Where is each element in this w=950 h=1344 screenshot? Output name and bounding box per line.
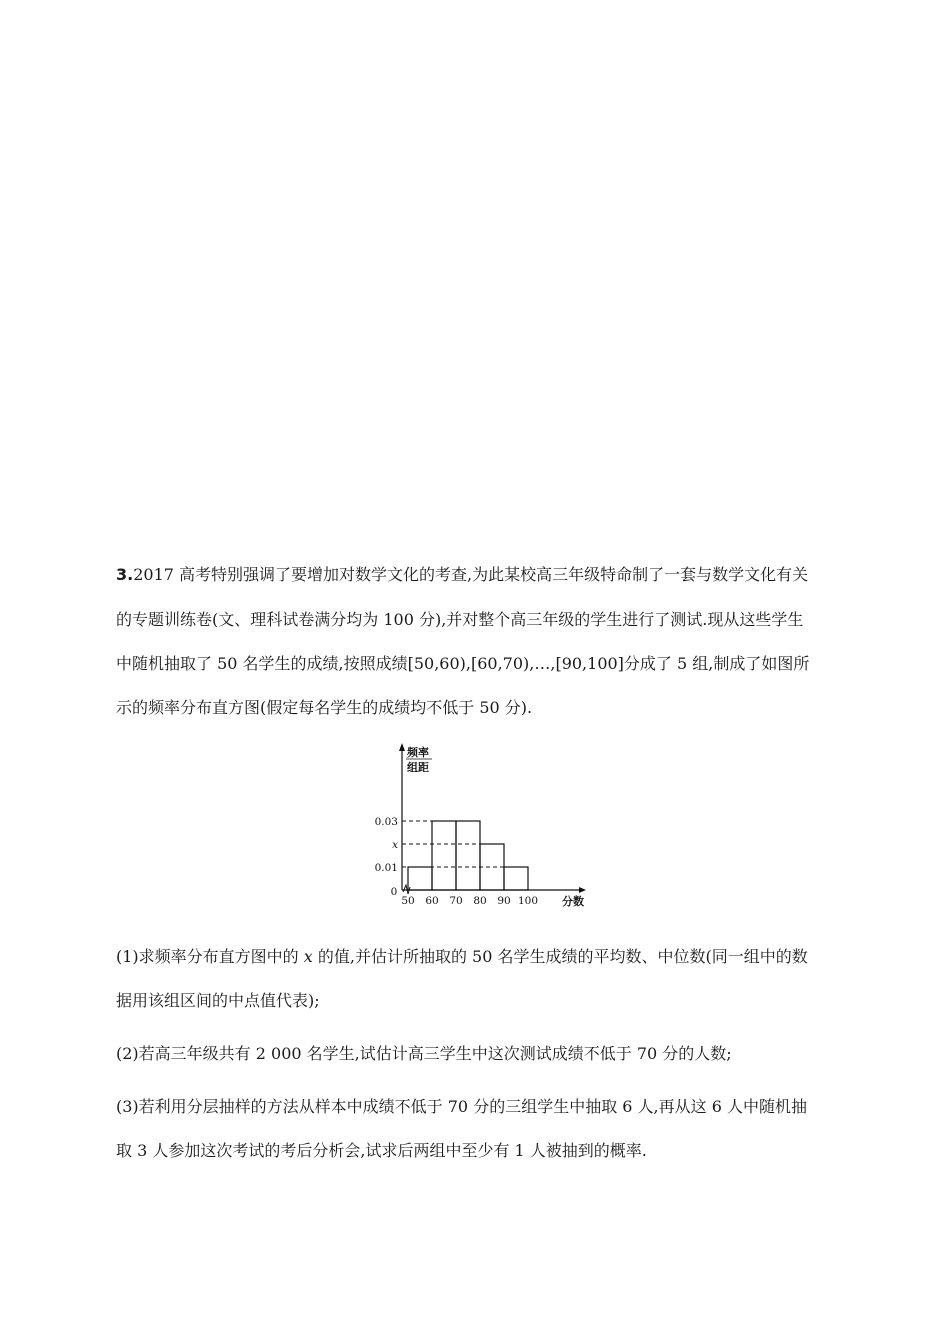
x-axis-label: 分数 bbox=[562, 895, 584, 908]
question-3-line-1: (3)若利用分层抽样的方法从样本中成绩不低于 70 分的三组学生中抽取 6 人,再从这 6 人中随机抽 bbox=[116, 1097, 807, 1116]
x-tick-label-1: 50 bbox=[401, 895, 415, 907]
x-tick-label-6: 100 bbox=[517, 895, 539, 907]
x-tick-label-2: 60 bbox=[425, 895, 439, 907]
origin-label: 0 bbox=[390, 886, 398, 898]
y-tick-label-2: x bbox=[392, 839, 398, 851]
stem-line-4: 示的频率分布直方图(假定每名学生的成绩均不低于 50 分). bbox=[116, 698, 533, 717]
stem-line-3: 中随机抽取了 50 名学生的成绩,按照成绩[50,60),[60,70),…,[90,100]分成了 5 组,制成了如图所 bbox=[116, 654, 810, 673]
y-axis-arrow bbox=[399, 743, 405, 751]
x-axis-arrow bbox=[579, 887, 586, 893]
y-axis-label-bottom: 组距 bbox=[407, 761, 429, 774]
question-1-var: x bbox=[303, 947, 313, 966]
problem-line-1 bbox=[116, 565, 808, 585]
y-tick-label-1: 0.03 bbox=[374, 816, 398, 828]
frequency-histogram bbox=[360, 740, 590, 910]
y-tick-label-3: 0.01 bbox=[374, 862, 398, 874]
question-1-line-1 bbox=[116, 947, 808, 967]
question-1-pre: (1)求频率分布直方图中的 bbox=[116, 947, 304, 966]
question-1-post: 的值,并估计所抽取的 50 名学生成绩的平均数、中位数(同一组中的数 bbox=[312, 947, 808, 966]
x-tick-label-5: 90 bbox=[497, 895, 511, 907]
problem-number: 3. bbox=[116, 565, 134, 584]
stem-line-2: 的专题训练卷(文、理科试卷满分均为 100 分),并对整个高三年级的学生进行了测试.现从这些学生 bbox=[116, 610, 804, 629]
axis-break bbox=[403, 885, 410, 894]
question-1-line-2: 据用该组区间的中点值代表); bbox=[116, 991, 320, 1010]
question-3-line-2: 取 3 人参加这次考试的考后分析会,试求后两组中至少有 1 人被抽到的概率. bbox=[116, 1141, 647, 1160]
x-tick-label-4: 80 bbox=[473, 895, 487, 907]
y-axis-label-top: 频率 bbox=[407, 746, 429, 759]
x-tick-label-3: 70 bbox=[449, 895, 463, 907]
histogram-bar-3 bbox=[456, 821, 480, 890]
histogram-bar-2 bbox=[432, 821, 456, 890]
stem-line-1: 2017 高考特别强调了要增加对数学文化的考查,为此某校高三年级特命制了一套与数学文化有关 bbox=[133, 565, 809, 584]
histogram-bar-5 bbox=[504, 867, 528, 890]
question-2: (2)若高三年级共有 2 000 名学生,试估计高三学生中这次测试成绩不低于 70 分的人数; bbox=[116, 1044, 732, 1063]
histogram-bar-1 bbox=[408, 867, 432, 890]
